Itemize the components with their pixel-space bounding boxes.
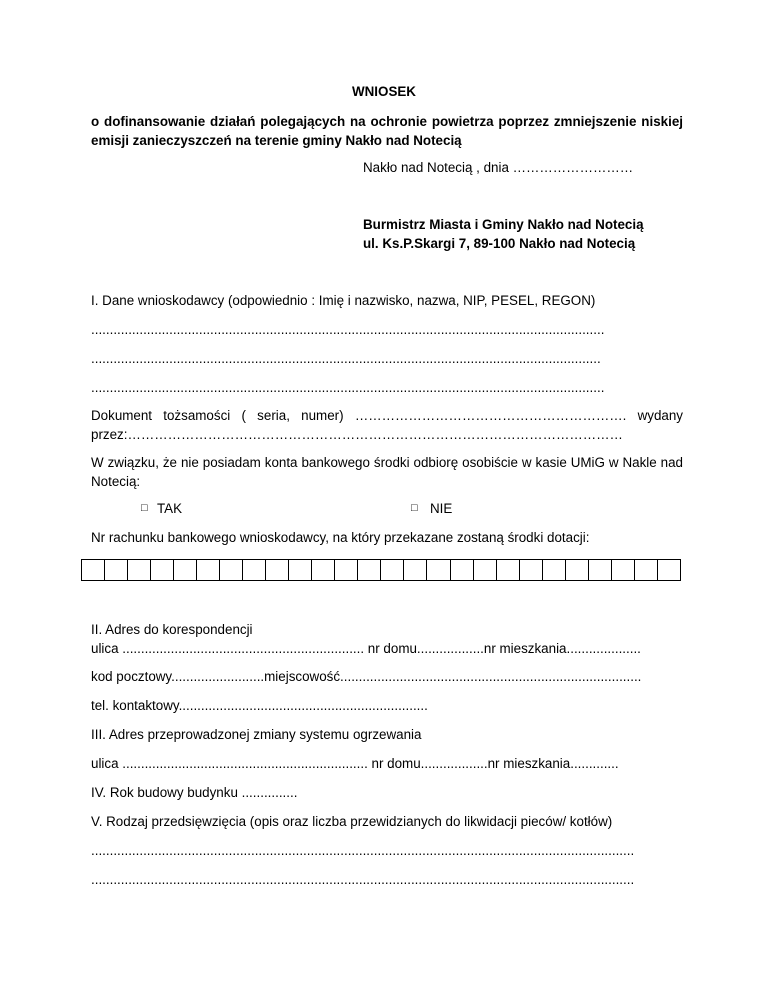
account-digit-cell[interactable] [266, 560, 289, 580]
section-5-heading: V. Rodzaj przedsięwzięcia (opis oraz liczba przewidzianych do likwidacji pieców/ kotłów) [91, 814, 613, 829]
section-4-heading[interactable]: IV. Rok budowy budynku ............... [91, 785, 298, 800]
option-tak-label: TAK [157, 501, 183, 516]
account-digit-cell[interactable] [635, 560, 658, 580]
addressee-line-2: ul. Ks.P.Skargi 7, 89-100 Nakło nad Notecią [363, 236, 636, 251]
account-digit-cell[interactable] [658, 560, 680, 580]
section-1-heading: I. Dane wnioskodawcy (odpowiednio : Imię i nazwisko, nazwa, NIP, PESEL, REGON) [91, 293, 596, 308]
id-document-line-2[interactable]: przez:………………………………………………………………………………………………… [91, 427, 623, 442]
account-digit-cell[interactable] [82, 560, 105, 580]
account-digit-cell[interactable] [312, 560, 335, 580]
applicant-data-line-2[interactable]: ......................................................................................................................................... [91, 351, 601, 366]
account-digit-cell[interactable] [497, 560, 520, 580]
addressee-line-1: Burmistrz Miasta i Gminy Nakło nad Notecią [363, 217, 644, 232]
account-digit-cell[interactable] [543, 560, 566, 580]
id-document-line-1[interactable]: Dokument tożsamości ( seria, numer) ……………………………………………………. wydany [91, 408, 683, 423]
account-digit-cell[interactable] [520, 560, 543, 580]
account-digit-cell[interactable] [289, 560, 312, 580]
account-digit-cell[interactable] [612, 560, 635, 580]
heating-address-street-line[interactable]: ulica .................................................................. nr domu..................nr mieszkania............. [91, 756, 619, 771]
account-digit-cell[interactable] [151, 560, 174, 580]
account-digit-cell[interactable] [404, 560, 427, 580]
project-description-line-1[interactable]: .................................................................................................................................................. [91, 843, 635, 858]
account-digit-cell[interactable] [451, 560, 474, 580]
section-2-heading: II. Adres do korespondencji [91, 622, 253, 637]
page-title: WNIOSEK [352, 84, 416, 99]
account-digit-cell[interactable] [358, 560, 381, 580]
account-digit-cell[interactable] [589, 560, 612, 580]
account-digit-cell[interactable] [105, 560, 128, 580]
account-number-grid[interactable] [81, 559, 681, 581]
account-digit-cell[interactable] [566, 560, 589, 580]
account-digit-cell[interactable] [243, 560, 266, 580]
cash-pickup-options [91, 499, 683, 518]
account-digit-cell[interactable] [474, 560, 497, 580]
account-digit-cell[interactable] [381, 560, 404, 580]
account-digit-cell[interactable] [220, 560, 243, 580]
contact-phone-line[interactable]: tel. kontaktowy................................................................... [91, 698, 428, 713]
account-digit-cell[interactable] [128, 560, 151, 580]
checkbox-nie[interactable]: □ [411, 502, 418, 514]
account-digit-cell[interactable] [174, 560, 197, 580]
option-nie-label: NIE [430, 501, 453, 516]
account-digit-cell[interactable] [335, 560, 358, 580]
account-digit-cell[interactable] [427, 560, 450, 580]
form-subtitle: o dofinansowanie działań polegających na ochronie powietrza poprzez zmniejszenie niskiej emisji zanieczyszczeń na terenie gminy Nakło nad Notecią [91, 114, 683, 148]
correspondence-postal-line[interactable]: kod pocztowy.........................miejscowość................................................................................. [91, 669, 642, 684]
account-number-label: Nr rachunku bankowego wnioskodawcy, na który przekazane zostaną środki dotacji: [91, 530, 590, 545]
applicant-data-line-1[interactable]: .......................................................................................................................................... [91, 322, 605, 337]
section-3-heading: III. Adres przeprowadzonej zmiany systemu ogrzewania [91, 727, 422, 742]
applicant-data-line-3[interactable]: .......................................................................................................................................... [91, 380, 605, 395]
correspondence-street-line[interactable]: ulica ................................................................. nr domu..................nr mieszkania.................... [91, 641, 641, 656]
account-digit-cell[interactable] [197, 560, 220, 580]
project-description-line-2[interactable]: .................................................................................................................................................. [91, 872, 635, 887]
checkbox-tak[interactable]: □ [141, 502, 148, 514]
cash-pickup-statement: W związku, że nie posiadam konta bankowego środki odbiorę osobiście w kasie UMiG w Nakle nad Notecią: [91, 455, 683, 489]
place-date-field[interactable]: Nakło nad Notecią , dnia ……………………… [363, 160, 634, 175]
